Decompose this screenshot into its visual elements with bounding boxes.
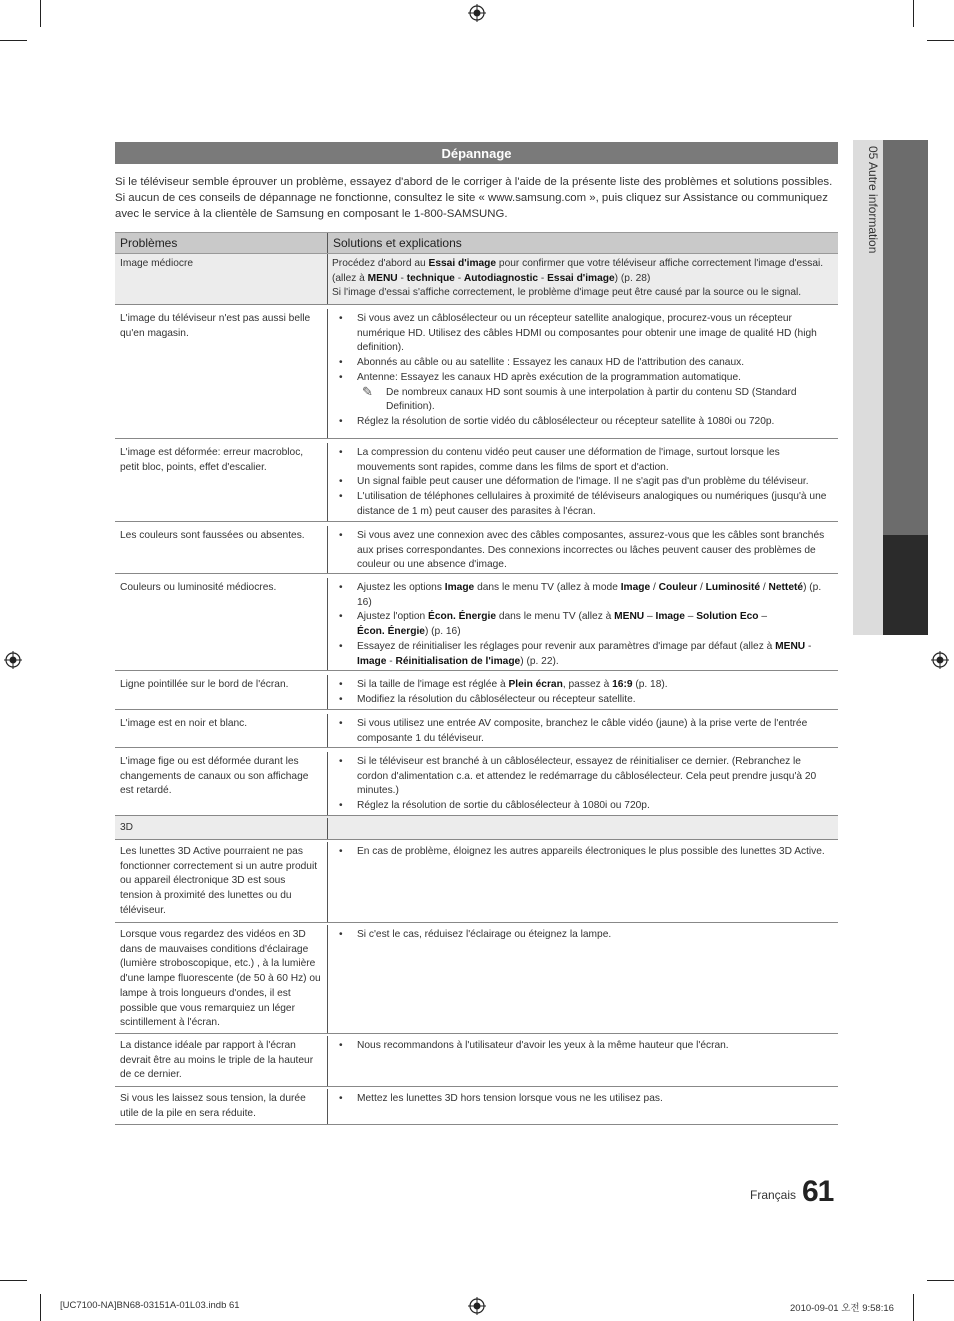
menu-term: Réinitialisation de l'image: [395, 655, 521, 667]
text: -: [386, 655, 396, 667]
menu-term: Netteté: [768, 582, 804, 593]
problem-cell: L'image est déformée: erreur macrobloc, petit bloc, points, effet d'escalier.: [115, 443, 328, 521]
text: /: [650, 582, 659, 593]
table-row: [115, 923, 838, 1034]
menu-term: Luminosité: [705, 582, 761, 593]
menu-term: Essai d'image: [428, 258, 497, 269]
problem-cell: Couleurs ou luminosité médiocres.: [115, 578, 328, 670]
table-row: [115, 522, 838, 574]
list-item: • En cas de problème, éloignez les autres appareils électroniques le plus possible des lunettes 3D Active.: [332, 845, 834, 860]
list-item: • La compression du contenu vidéo peut causer une déformation de l'image, surtout lorsque les mouvements sont rapides, comme dans les films de sport et d'action.: [332, 446, 834, 475]
problem-cell: Lorsque vous regardez des vidéos en 3D dans de mauvaises conditions d'éclairage (lumière stroboscopique, etc.) , à la lumière d'une lampe fluorescente (de 50 à 60 Hz) ou lampe à trois longueurs d'ondes, il est possible que vous remarquiez un léger scintillement à l'écran.: [115, 925, 328, 1033]
text: Ajustez l'option: [357, 611, 429, 623]
menu-term: Solution Eco: [696, 611, 759, 623]
problem-cell: L'image est en noir et blanc.: [115, 714, 328, 747]
section-cell: 3D: [115, 818, 328, 839]
text: /: [760, 582, 769, 593]
text: –: [644, 611, 656, 623]
header-problems: Problèmes: [115, 233, 328, 253]
text: /: [697, 582, 706, 593]
menu-term: Autodiagnostic: [463, 272, 539, 284]
crop-mark: [0, 1280, 27, 1281]
text: Ajustez les options: [357, 582, 445, 593]
table-row: [115, 305, 838, 439]
solution-cell: [328, 818, 838, 839]
menu-term: Image: [357, 655, 387, 667]
registration-mark-icon: [468, 1297, 486, 1315]
intro-paragraph: Si le téléviseur semble éprouver un problème, essayez d'abord de le corriger à l'aide de la présente liste des problèmes et solutions possibles. Si aucun de ces conseils de dépannage ne fonctionne, consultez le site « www.samsung.com », puis cliquez sur Assistance ou communiquez avec le service à la clientèle de Samsung en composant le 1-800-SAMSUNG.: [115, 176, 833, 220]
list-item: • Un signal faible peut causer une déformation de l'image. Il ne s'agit pas d'un problème du téléviseur.: [332, 475, 834, 490]
list-item: • L'utilisation de téléphones cellulaires à proximité de téléviseurs analogiques ou numériques (jusqu'à une distance de 1 m) peut causer des parasites à l'écran.: [332, 490, 834, 519]
text: Essayez de réinitialiser les réglages pour revenir aux paramètres d'image par défaut (allez à: [357, 640, 776, 652]
header-solutions: Solutions et explications: [333, 236, 462, 250]
problem-cell: La distance idéale par rapport à l'écran devrait être au moins le triple de la hauteur de ce dernier.: [115, 1036, 328, 1086]
text: ) (p. 28): [614, 272, 651, 284]
note: [332, 383, 834, 415]
list-item: • Modifiez la résolution du câblosélecteur ou récepteur satellite.: [332, 693, 834, 708]
text: pour confirmer que votre téléviseur affiche correctement l'image d'essai. (allez à: [332, 258, 824, 284]
table-row: [115, 840, 838, 923]
text: Si l'image d'essai s'affiche correctement, le problème d'image peut être causé par la source ou le signal.: [332, 287, 802, 299]
menu-term: Écon. Énergie: [428, 611, 496, 623]
problem-cell: Image médiocre: [115, 254, 328, 304]
solution-cell: [328, 443, 838, 521]
print-slug-date: 2010-09-01 오전 9:58:16: [790, 1303, 894, 1314]
menu-term: Essai d'image: [547, 272, 615, 284]
list-item: • Si vous utilisez une entrée AV composite, branchez le câble vidéo (jaune) à la prise verte de l'entrée composante 1 du téléviseur.: [332, 717, 834, 746]
menu-term: 16:9: [612, 679, 633, 690]
list-item: • Réglez la résolution de sortie vidéo du câblosélecteur ou récepteur satellite à 1080i ou 720p.: [332, 415, 834, 430]
solution-cell: [328, 675, 838, 709]
menu-term: Plein écran: [508, 679, 563, 690]
solution-cell: [328, 1036, 838, 1086]
note-text: De nombreux canaux HD sont soumis à une interpolation à partir du contenu SD (Standard Definition).: [386, 386, 797, 413]
menu-term: MENU: [614, 611, 645, 623]
crop-mark: [913, 1294, 914, 1321]
text: -: [397, 272, 407, 284]
troubleshooting-table: [115, 232, 838, 1125]
table-row: [115, 816, 838, 840]
registration-mark-icon: [468, 4, 486, 22]
text: ) (p. 16): [424, 626, 461, 638]
table-row: [115, 710, 838, 748]
side-tab-label: 05 Autre information: [866, 146, 880, 254]
solution-cell: [328, 578, 838, 670]
list-item: • Mettez les lunettes 3D hors tension lorsque vous ne les utilisez pas.: [332, 1092, 834, 1107]
problem-cell: Les lunettes 3D Active pourraient ne pas fonctionner correctement si un autre produit ou appareil électronique 3D est sous tension à proximité des lunettes ou du téléviseur.: [115, 842, 328, 922]
note-icon: ✎: [362, 383, 373, 399]
menu-term: Image: [655, 611, 685, 623]
text: (p. 18).: [632, 679, 668, 690]
table-row: [115, 574, 838, 671]
solution-cell: [328, 1089, 838, 1124]
registration-mark-icon: [4, 651, 22, 669]
section-title: Dépannage: [115, 142, 838, 164]
text: –: [758, 611, 768, 623]
solution-cell: [328, 752, 838, 815]
crop-mark: [927, 1280, 954, 1281]
problem-cell: L'image fige ou est déformée durant les changements de canaux ou son affichage est retardé.: [115, 752, 328, 815]
table-header: [115, 232, 838, 254]
text: –: [684, 611, 697, 623]
footer-language: Français: [750, 1188, 797, 1202]
crop-mark: [927, 40, 954, 41]
solution-cell: [328, 925, 838, 1033]
table-row: [115, 439, 838, 522]
list-item: • Réglez la résolution de sortie du câblosélecteur à 1080i ou 720p.: [332, 799, 834, 814]
table-row: [115, 1034, 838, 1087]
list-item: • Nous recommandons à l'utilisateur d'avoir les yeux à la même hauteur que l'écran.: [332, 1039, 834, 1054]
problem-cell: Ligne pointillée sur le bord de l'écran.: [115, 675, 328, 709]
menu-term: technique: [406, 272, 455, 284]
text: dans le menu TV (allez à: [495, 611, 615, 623]
text: -: [805, 640, 812, 652]
list-item: • Antenne: Essayez les canaux HD après exécution de la programmation automatique.: [332, 371, 834, 386]
list-item: [332, 581, 834, 610]
menu-term: Couleur: [658, 582, 698, 593]
text: ) (p. 16): [357, 582, 822, 608]
table-row: [115, 748, 838, 816]
solution-cell: [328, 309, 838, 438]
list-item: • Si vous avez une connexion avec des câbles composantes, assurez-vous que les câbles sont branchés aux prises correspondantes. Des connexions incorrectes ou lâches peuvent causer des problèmes de couleur ou une absence d'image.: [332, 529, 834, 573]
list-item: [332, 610, 834, 639]
text: -: [538, 272, 548, 284]
list-item: [332, 678, 834, 693]
crop-mark: [40, 0, 41, 27]
solution-cell: [328, 254, 838, 304]
table-row: [115, 1087, 838, 1125]
list-item: • Si c'est le cas, réduisez l'éclairage ou éteignez la lampe.: [332, 928, 834, 943]
solution-cell: [328, 526, 838, 573]
problem-cell: Si vous les laissez sous tension, la durée utile de la pile en sera réduite.: [115, 1089, 328, 1124]
list-item: • Si le téléviseur est branché à un câblosélecteur, essayez de réinitialiser ce dernier. (Rebranchez le cordon d'alimentation c.a. et attendez le redémarrage du câblosélecteur. Cela peut prendre jusqu'à 20 minutes.): [332, 755, 834, 799]
menu-term: Écon. Énergie: [357, 626, 425, 638]
table-row: [115, 254, 838, 305]
list-item: • Abonnés au câble ou au satellite : Essayez les canaux HD de l'attribution des canaux.: [332, 356, 834, 371]
registration-mark-icon: [931, 651, 949, 669]
solution-cell: [328, 714, 838, 747]
text: dans le menu TV (allez à mode: [474, 582, 621, 593]
text: ) (p. 22).: [520, 655, 559, 667]
print-slug-file: [UC7100-NA]BN68-03151A-01L03.indb 61: [60, 1300, 240, 1311]
text: Si la taille de l'image est réglée à: [357, 679, 509, 690]
page-number: 61: [802, 1175, 834, 1208]
text: Procédez d'abord au: [332, 258, 429, 269]
solution-cell: [328, 842, 838, 922]
side-tab-indicator: [883, 535, 928, 635]
menu-term: Image: [620, 582, 651, 593]
problem-cell: L'image du téléviseur n'est pas aussi belle qu'en magasin.: [115, 309, 328, 438]
list-item: [332, 640, 834, 669]
crop-mark: [40, 1294, 41, 1321]
crop-mark: [0, 40, 27, 41]
crop-mark: [913, 0, 914, 27]
menu-term: Image: [444, 582, 475, 593]
list-item: • Si vous avez un câblosélecteur ou un récepteur satellite analogique, procurez-vous un récepteur numérique HD. Utilisez des câbles HDMI ou composantes pour obtenir une image de qualité HD (high definition).: [332, 312, 834, 356]
table-row: [115, 671, 838, 710]
menu-term: MENU: [775, 640, 806, 652]
problem-cell: Les couleurs sont faussées ou absentes.: [115, 526, 328, 573]
text: -: [454, 272, 464, 284]
menu-term: MENU: [367, 272, 398, 284]
text: , passez à: [562, 679, 613, 690]
